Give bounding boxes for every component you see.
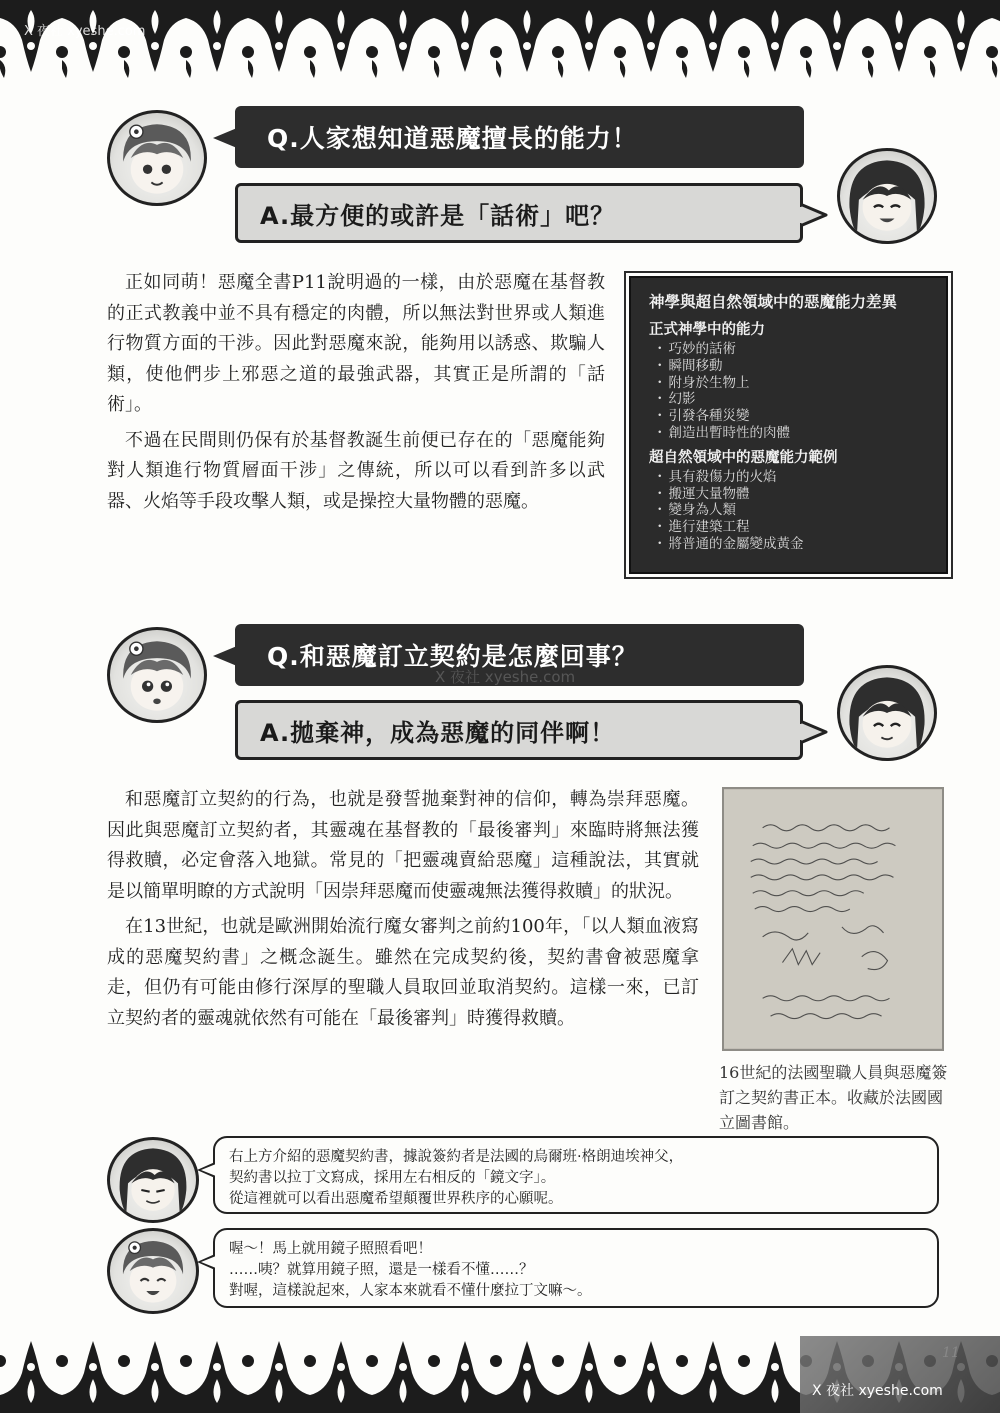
list-item: ・ 變身為人類 — [653, 502, 930, 519]
speech-tail-icon — [800, 202, 828, 228]
question-banner-1: Q.人家想知道惡魔擅長的能力！ — [235, 106, 804, 168]
info-box-title: 神學與超自然領域中的惡魔能力差異 — [649, 293, 898, 311]
dialogue-line: 從這裡就可以看出惡魔希望顛覆世界秩序的心願呢。 — [229, 1191, 563, 1207]
section2-body — [107, 785, 699, 1039]
list-item: ・ 幻影 — [653, 391, 930, 408]
section1-body — [107, 268, 605, 522]
answer-text-2: A.拋棄神，成為惡魔的同伴啊！ — [260, 718, 616, 747]
section2-paragraph: 在13世紀，也就是歐洲開始流行魔女審判之前約100年，「以人類血液寫成的惡魔契約書」之概念誕生。雖然在完成契約後，契約書會被惡魔拿走，但仍有可能由修行深厚的聖職人員取回並取消契約。這樣一來，已訂立契約者的靈魂就依然有可能在「最後審判」時獲得救贖。 — [107, 916, 699, 1029]
section2-paragraph: 和惡魔訂立契約的行為，也就是發誓拋棄對神的信仰，轉為崇拜惡魔。因此與惡魔訂立契約者，其靈魂在基督教的「最後審判」來臨時將無法獲得救贖，必定會落入地獄。常見的「把靈魂賣給惡魔」這種說法，其實就是以簡單明瞭的方式說明「因崇拜惡魔而使靈魂無法獲得救贖」的狀況。 — [107, 789, 699, 902]
corner-shade — [800, 1336, 1000, 1413]
flower-girl-avatar — [107, 110, 207, 206]
demon-ability-info-box — [629, 276, 948, 574]
watermark-bottom: X 夜社 xyeshe.com — [812, 1383, 943, 1399]
manuscript-caption: 16世紀的法國聖職人員與惡魔簽訂之契約書正本。收藏於法國國立圖書館。 — [719, 1063, 948, 1132]
dark-haired-girl-avatar — [107, 1137, 199, 1223]
info-box-group1-list — [649, 341, 930, 442]
top-ornament-border — [0, 0, 1000, 80]
answer-banner-2 — [235, 700, 803, 760]
list-item: ・ 引發各種災變 — [653, 408, 930, 425]
list-item: ・ 瞬間移動 — [653, 358, 930, 375]
watermark-top: X 夜社 xyeshe.com — [24, 24, 146, 39]
section1-paragraph: 正如同萌！惡魔全書P11說明過的一樣，由於惡魔在基督教的正式教義中並不具有穩定的肉體，所以無法對世界或人類進行物質方面的干涉。因此對惡魔來說，能夠用以誘惑、欺騙人類，使他們步上邪惡之道的最強武器，其實正是所謂的「話術」。 — [107, 272, 605, 415]
flower-girl-avatar — [107, 627, 207, 723]
dialogue-line: 契約書以拉丁文寫成，採用左右相反的「鏡文字」。 — [229, 1170, 556, 1186]
info-box-group2-list — [649, 469, 930, 553]
demon-contract-manuscript-image — [722, 787, 944, 1051]
list-item: ・ 具有殺傷力的火焰 — [653, 469, 930, 486]
dialogue-line: 喔～！馬上就用鏡子照照看吧！ — [229, 1241, 432, 1257]
dark-haired-girl-avatar — [837, 665, 937, 761]
dialogue-bubble-2 — [213, 1228, 939, 1308]
list-item: ・ 巧妙的話術 — [653, 341, 930, 358]
dialogue-line: 右上方介紹的惡魔契約書，據說簽約者是法國的烏爾班·格朗迪埃神父， — [229, 1149, 684, 1165]
answer-banner-1 — [235, 183, 803, 243]
info-box-group1-title: 正式神學中的能力 — [649, 322, 765, 338]
flower-girl-avatar — [107, 1228, 199, 1314]
speech-tail-icon — [800, 719, 828, 745]
list-item: ・ 將普通的金屬變成黃金 — [653, 536, 930, 553]
dialogue-line: 對喔，這樣說起來，人家本來就看不懂什麼拉丁文嘛～。 — [229, 1283, 592, 1299]
watermark-middle: X 夜社 xyeshe.com — [435, 668, 576, 686]
list-item: ・ 搬運大量物體 — [653, 486, 930, 503]
page-number: 11 — [942, 1345, 960, 1361]
question-banner-2: Q.和惡魔訂立契約是怎麼回事？ — [235, 624, 804, 686]
section1-paragraph: 不過在民間則仍保有於基督教誕生前便已存在的「惡魔能夠對人類進行物質層面干涉」之傳統，所以可以看到許多以武器、火焰等手段攻擊人類，或是操控大量物體的惡魔。 — [107, 429, 605, 512]
info-box-group2-title: 超自然領域中的惡魔能力範例 — [649, 449, 838, 466]
list-item: ・ 進行建築工程 — [653, 519, 930, 536]
dialogue-bubble-1 — [213, 1136, 939, 1214]
dialogue-line: ……咦？就算用鏡子照，還是一樣看不懂……？ — [229, 1262, 534, 1278]
list-item: ・ 附身於生物上 — [653, 375, 930, 392]
list-item: ・ 創造出暫時性的肉體 — [653, 425, 930, 442]
answer-text-1: A.最方便的或許是「話術」吧？ — [260, 201, 616, 230]
dark-haired-girl-avatar — [837, 148, 937, 244]
